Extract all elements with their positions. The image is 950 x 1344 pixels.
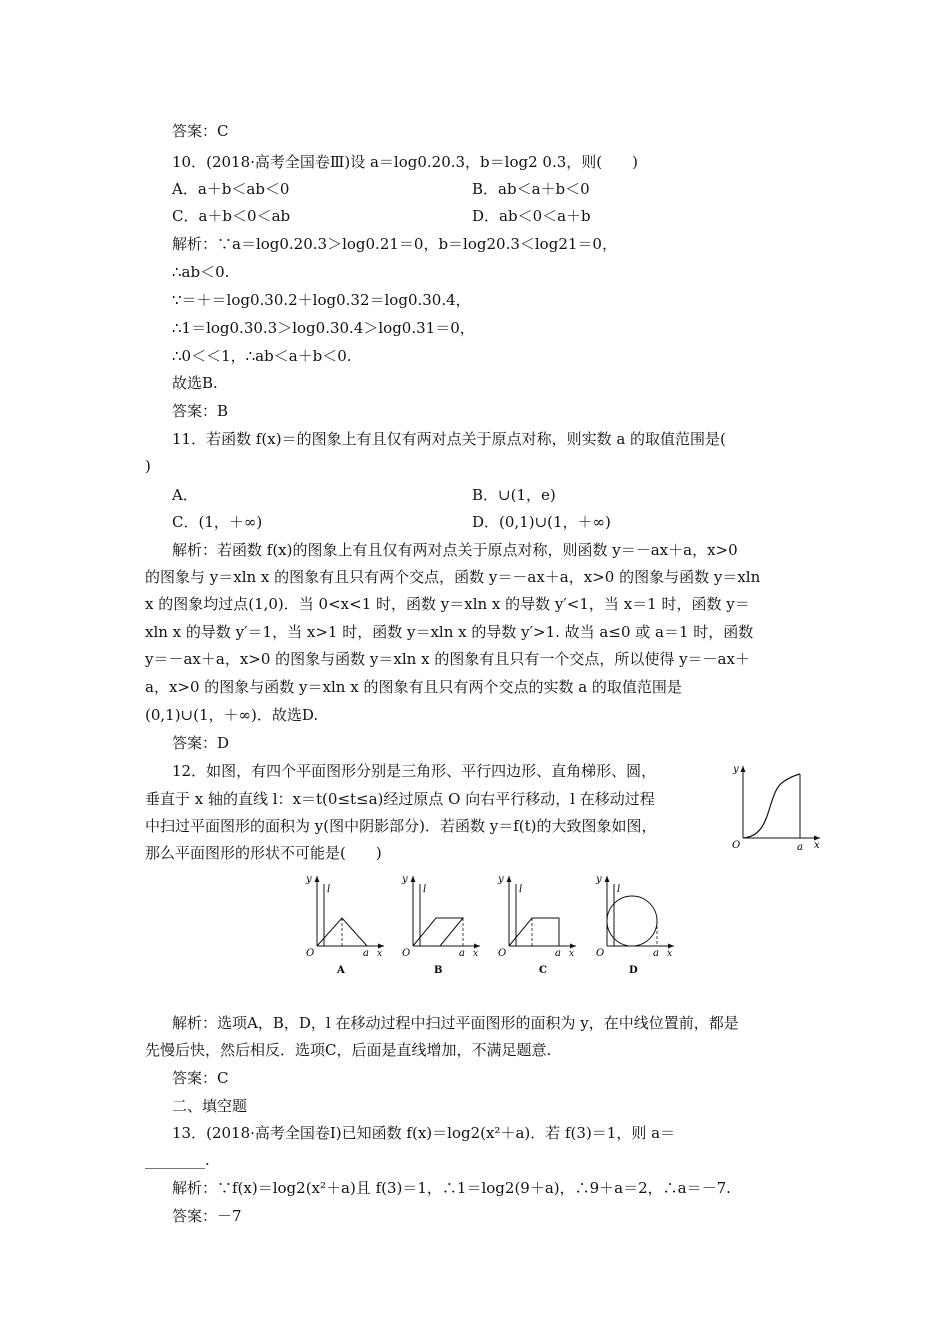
q11-solution-line: x 的图象均过点(1,0)．当 0<x<1 时，函数 y＝xln x 的导数 y′<1，当 x＝1 时，函数 y＝	[145, 595, 750, 613]
option-d-l-label: l	[617, 884, 621, 895]
option-d-y-label: y	[596, 874, 602, 885]
q11-option-a: A．	[172, 486, 198, 504]
q11-solution-line: 的图象与 y＝xln x 的图象有且只有两个交点，函数 y＝－ax＋a，x>0 的图象与函数 y＝xln	[145, 568, 761, 586]
option-d-figure	[590, 872, 680, 978]
option-b-figure	[396, 872, 486, 978]
q10-solution-line: ∴1＝log0.30.3＞log0.30.4＞log0.31＝0，	[172, 319, 475, 337]
section-heading-fill-in: 二、填空题	[172, 1097, 248, 1115]
option-a-l-label: l	[327, 884, 331, 895]
q10-option-d: D．ab＜0＜a＋b	[472, 207, 591, 225]
answer-10: 答案：B	[172, 402, 229, 420]
answer-13: 答案：－7	[172, 1207, 242, 1225]
option-b-y-label: y	[402, 874, 408, 885]
option-b-l-label: l	[423, 884, 427, 895]
option-b-caption: B	[434, 965, 443, 976]
q11-option-b: B．∪(1，e)	[472, 486, 556, 504]
q11-solution-line: y＝－ax＋a，x>0 的图象与函数 y＝xln x 的图象有且只有一个交点，所以使得 y＝－ax＋	[145, 650, 750, 668]
q13-solution-line: 解析：∵f(x)＝log2(x²＋a)且 f(3)＝1，∴1＝log2(9＋a)，∴9＋a＝2，∴a＝－7.	[172, 1179, 731, 1197]
option-b-x-label: x	[473, 949, 479, 959]
q11-solution-line: 解析：若函数 f(x)的图象上有且仅有两对点关于原点对称，则函数 y＝－ax＋a，x>0	[172, 541, 738, 559]
option-a-x-label: x	[377, 949, 383, 959]
option-c-caption: C	[539, 965, 547, 976]
question-10: 10．(2018·高考全国卷Ⅲ)设 a＝log0.20.3，b＝log2 0.3，则( )	[172, 153, 638, 171]
option-b-a-label: a	[459, 948, 465, 959]
q10-option-a: A．a＋b＜ab＜0	[172, 180, 290, 198]
q10-solution-line: 故选B.	[172, 374, 218, 392]
option-c-a-label: a	[555, 948, 561, 959]
question-12-line: 那么平面图形的形状不可能是( )	[145, 844, 382, 862]
question-11-cont: )	[145, 457, 151, 475]
question-12-line: 垂直于 x 轴的直线 l：x＝t(0≤t≤a)经过原点 O 向右平行移动，l 在移动过程	[145, 790, 655, 808]
q11-solution-line: a，x>0 的图象与函数 y＝xln x 的图象有且只有两个交点的实数 a 的取值范围是	[145, 678, 682, 696]
option-b-origin-label: O	[402, 948, 411, 959]
q11-option-c: C．(1，＋∞)	[172, 513, 263, 531]
q10-option-b: B．ab＜a＋b＜0	[472, 180, 590, 198]
question-11: 11．若函数 f(x)＝的图象上有且仅有两对点关于原点对称，则实数 a 的取值范围是(	[172, 430, 726, 448]
option-d-x-label: x	[667, 949, 673, 959]
option-a-origin-label: O	[306, 948, 315, 959]
question-12-line: 中扫过平面图形的面积为 y(图中阴影部分)．若函数 y＝f(t)的大致图象如图，	[145, 817, 657, 835]
option-a-a-label: a	[363, 948, 369, 959]
option-d-a-label: a	[653, 948, 659, 959]
answer-12: 答案：C	[172, 1069, 229, 1087]
q10-option-c: C．a＋b＜0＜ab	[172, 207, 291, 225]
q10-solution-line: ∴ab＜0.	[172, 263, 230, 281]
q11-solution-line: xln x 的导数 y′＝1，当 x>1 时，函数 y＝xln x 的导数 y′>1. 故当 a≤0 或 a＝1 时，函数	[145, 623, 754, 641]
option-c-origin-label: O	[498, 948, 507, 959]
main-graph-a-label: a	[797, 842, 803, 852]
q10-solution-line: 解析：∵a＝log0.20.3＞log0.21＝0，b＝log20.3＜log21＝0，	[172, 235, 617, 253]
option-a-figure	[300, 872, 390, 978]
option-d-caption: D	[629, 965, 638, 976]
question-13: 13．(2018·高考全国卷Ⅰ)已知函数 f(x)＝log2(x²＋a)．若 f(3)＝1，则 a＝	[172, 1124, 676, 1142]
main-graph-origin-label: O	[732, 840, 741, 851]
question-13-blank: ________.	[145, 1151, 210, 1169]
q12-solution-line: 解析：选项A，B，D，l 在移动过程中扫过平面图形的面积为 y，在中线位置前，都是	[172, 1014, 739, 1032]
question-12: 12．如图，有四个平面图形分别是三角形、平行四边形、直角梯形、圆，	[172, 762, 657, 780]
option-c-y-label: y	[498, 874, 504, 885]
q11-option-d: D．(0,1)∪(1，＋∞)	[472, 513, 611, 531]
function-graph-figure	[728, 760, 828, 852]
option-c-l-label: l	[519, 884, 523, 895]
answer-11: 答案：D	[172, 734, 230, 752]
q10-solution-line: ∴0＜＜1，∴ab＜a＋b＜0.	[172, 347, 352, 365]
option-a-caption: A	[337, 965, 345, 976]
answer-9: 答案：C	[172, 122, 229, 140]
main-graph-y-label: y	[733, 764, 739, 775]
q12-solution-line: 先慢后快，然后相反．选项C，后面是直线增加，不满足题意.	[145, 1041, 552, 1059]
q10-solution-line: ∵＝＋＝log0.30.2＋log0.32＝log0.30.4，	[172, 291, 471, 309]
option-c-x-label: x	[569, 949, 575, 959]
option-d-origin-label: O	[596, 948, 605, 959]
option-a-y-label: y	[306, 874, 312, 885]
q11-solution-line: (0,1)∪(1，＋∞)．故选D.	[145, 706, 319, 724]
option-c-figure	[492, 872, 582, 978]
main-graph-x-label: x	[814, 840, 820, 851]
